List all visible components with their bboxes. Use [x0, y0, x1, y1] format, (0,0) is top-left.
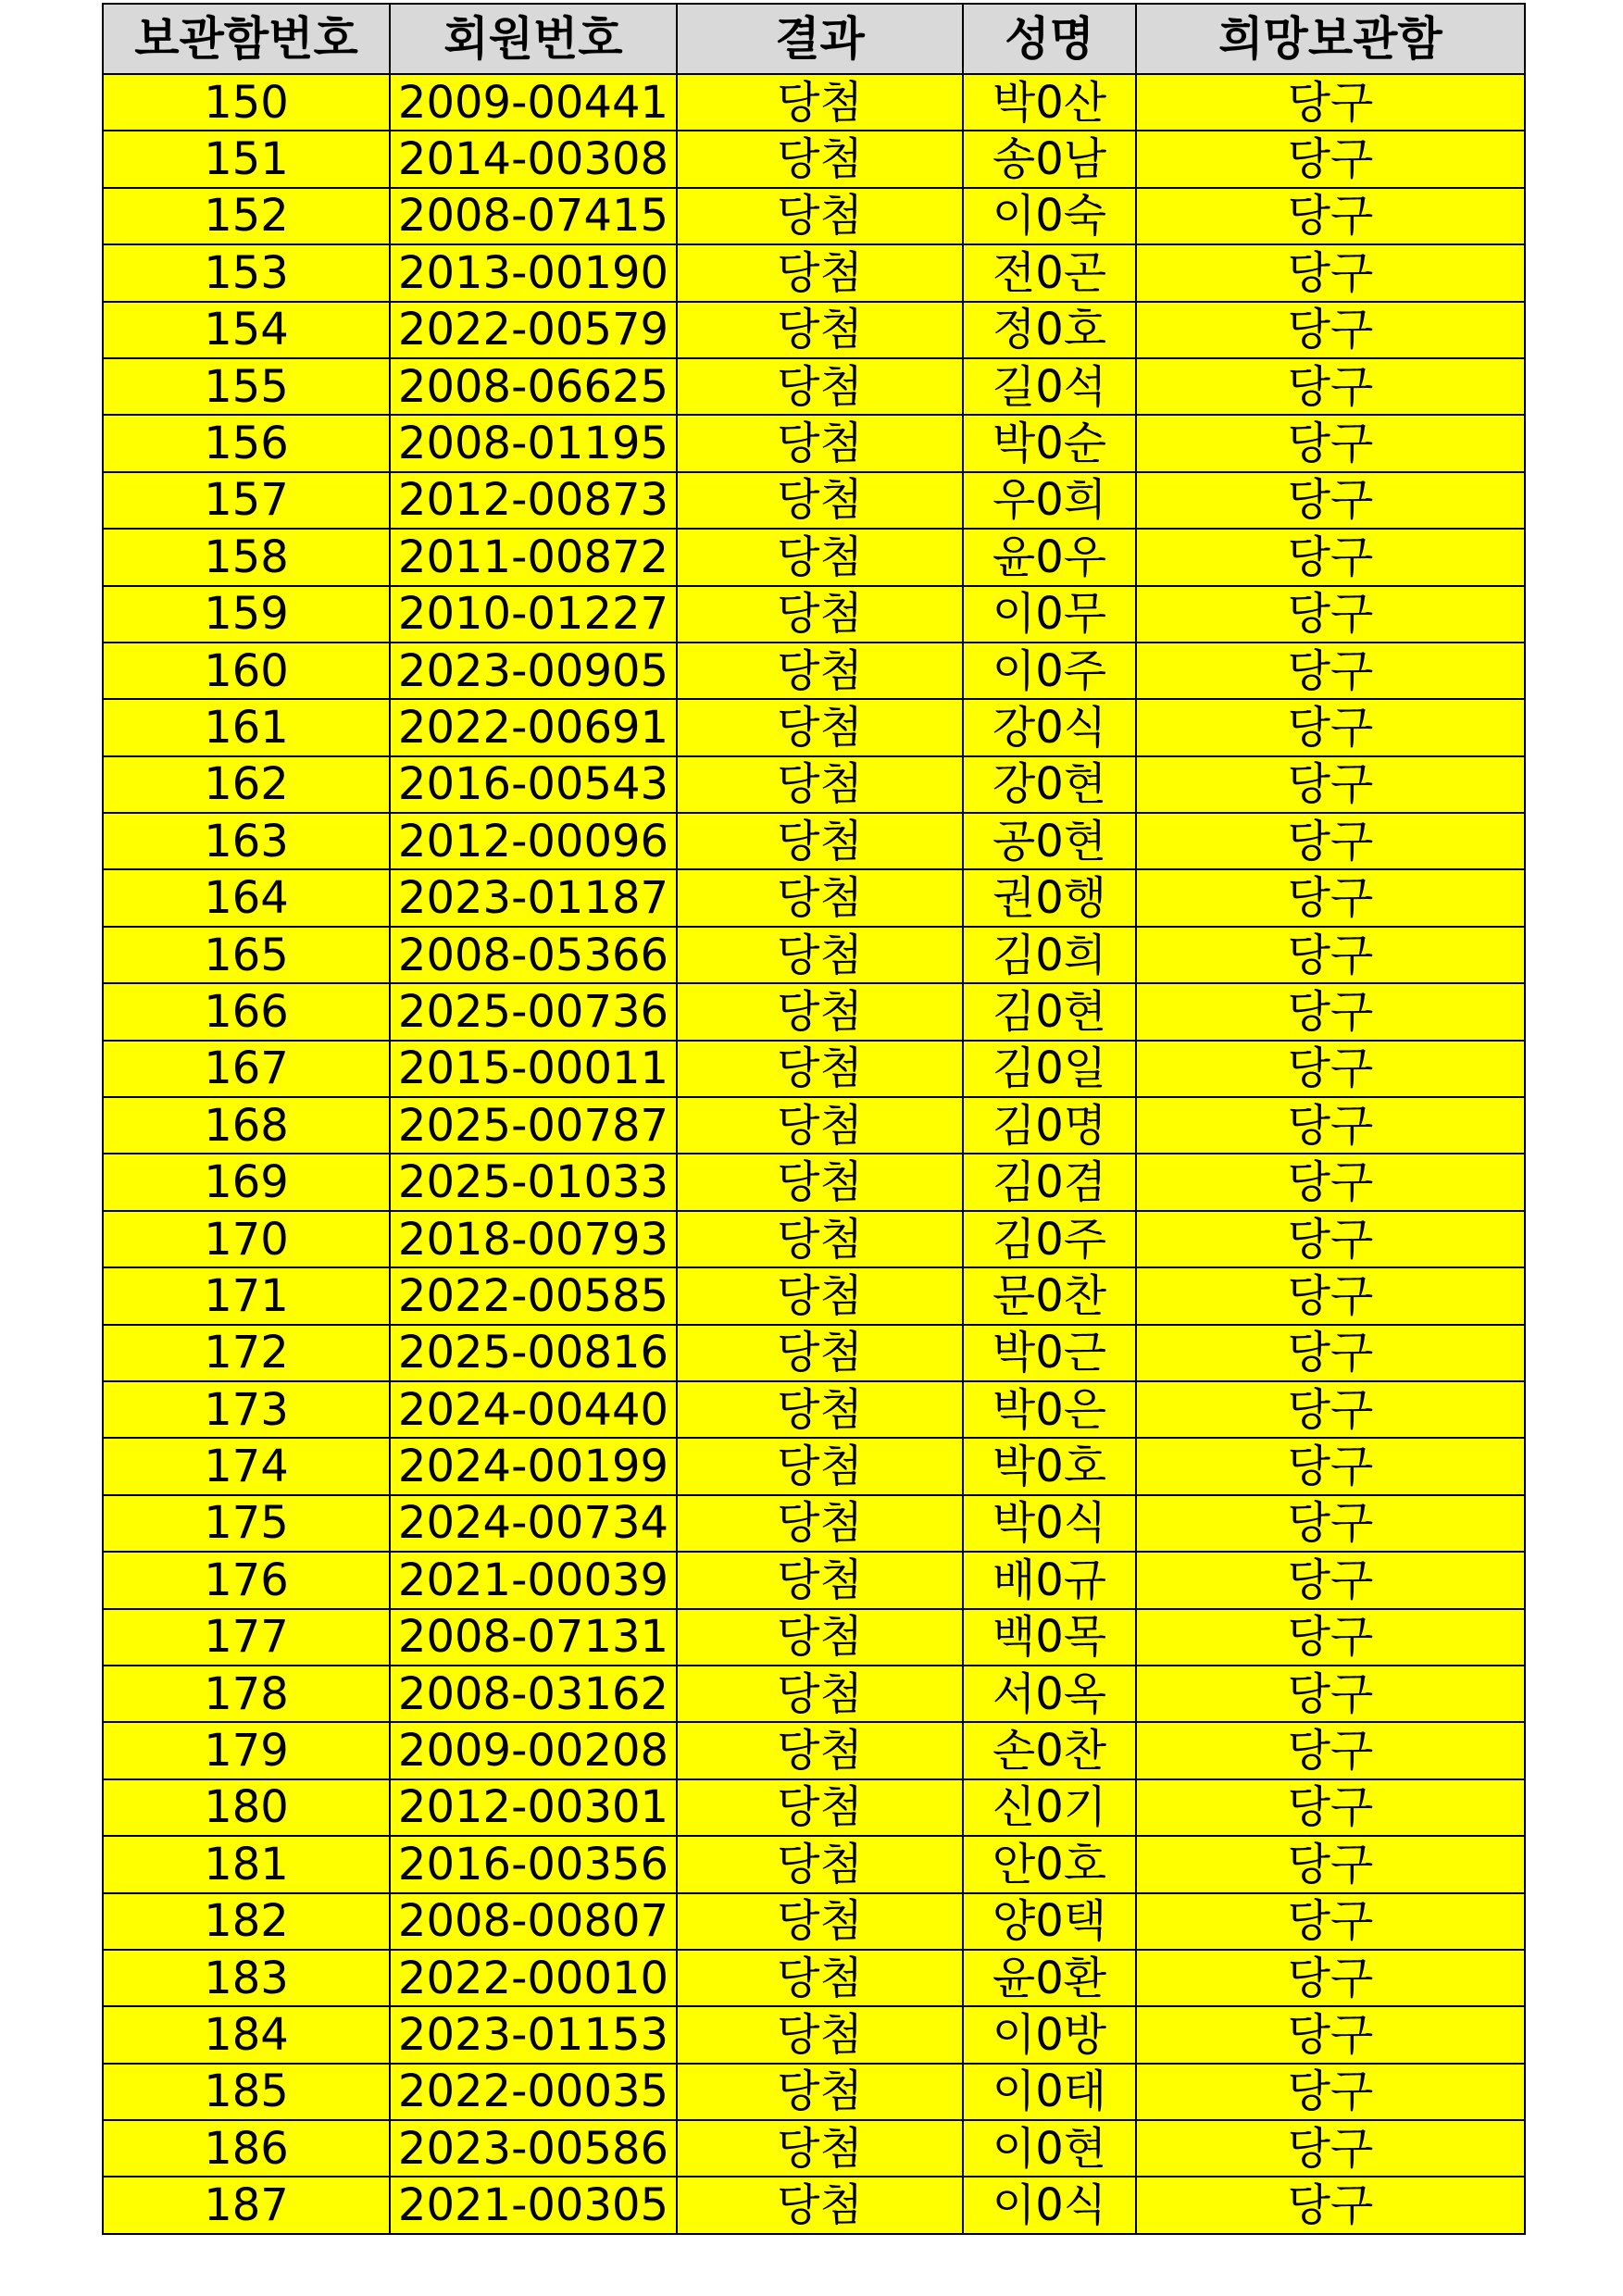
- cell-name: 윤0환: [963, 1950, 1136, 2006]
- cell-name: 신0기: [963, 1779, 1136, 1836]
- table-row: [103, 1495, 1525, 1552]
- cell-member-number: 2014-00308: [390, 131, 677, 187]
- table-row: [103, 244, 1525, 301]
- table-row: [103, 358, 1525, 415]
- cell-name: 권0행: [963, 869, 1136, 926]
- cell-name: 안0호: [963, 1836, 1136, 1892]
- cell-locker-number: 171: [103, 1267, 390, 1324]
- cell-name: 강0식: [963, 699, 1136, 755]
- cell-member-number: 2009-00441: [390, 74, 677, 131]
- cell-result: 당첨: [677, 1211, 963, 1267]
- table-row: [103, 1722, 1525, 1778]
- table-row: [103, 699, 1525, 755]
- cell-result: 당첨: [677, 1438, 963, 1494]
- cell-result: 당첨: [677, 1097, 963, 1154]
- cell-preferred-locker: 당구: [1136, 1381, 1525, 1438]
- cell-locker-number: 161: [103, 699, 390, 755]
- cell-name: 윤0우: [963, 529, 1136, 585]
- cell-name: 문0찬: [963, 1267, 1136, 1324]
- cell-preferred-locker: 당구: [1136, 472, 1525, 529]
- cell-locker-number: 163: [103, 813, 390, 869]
- cell-member-number: 2008-01195: [390, 415, 677, 471]
- table-row: [103, 472, 1525, 529]
- cell-name: 박0근: [963, 1325, 1136, 1381]
- cell-member-number: 2023-01153: [390, 2006, 677, 2063]
- cell-member-number: 2008-05366: [390, 927, 677, 983]
- cell-name: 이0식: [963, 2177, 1136, 2233]
- cell-member-number: 2022-00035: [390, 2064, 677, 2120]
- cell-locker-number: 162: [103, 756, 390, 813]
- cell-member-number: 2021-00039: [390, 1552, 677, 1608]
- cell-result: 당첨: [677, 1154, 963, 1210]
- cell-member-number: 2013-00190: [390, 244, 677, 301]
- cell-locker-number: 166: [103, 983, 390, 1040]
- cell-member-number: 2025-00736: [390, 983, 677, 1040]
- header-name: 성명: [963, 4, 1136, 74]
- table-row: [103, 2177, 1525, 2233]
- table-header: [103, 4, 1525, 74]
- cell-preferred-locker: 당구: [1136, 813, 1525, 869]
- cell-preferred-locker: 당구: [1136, 244, 1525, 301]
- cell-member-number: 2023-00586: [390, 2120, 677, 2177]
- cell-result: 당첨: [677, 869, 963, 926]
- table-row: [103, 1552, 1525, 1608]
- cell-locker-number: 151: [103, 131, 390, 187]
- cell-name: 이0태: [963, 2064, 1136, 2120]
- table-row: [103, 1154, 1525, 1210]
- cell-locker-number: 180: [103, 1779, 390, 1836]
- table-row: [103, 74, 1525, 131]
- cell-locker-number: 160: [103, 643, 390, 699]
- cell-member-number: 2010-01227: [390, 586, 677, 643]
- cell-preferred-locker: 당구: [1136, 302, 1525, 358]
- cell-name: 김0명: [963, 1097, 1136, 1154]
- cell-result: 당첨: [677, 472, 963, 529]
- cell-result: 당첨: [677, 1041, 963, 1097]
- cell-result: 당첨: [677, 586, 963, 643]
- table-body: [103, 74, 1525, 2234]
- cell-member-number: 2008-00807: [390, 1893, 677, 1950]
- cell-name: 우0희: [963, 472, 1136, 529]
- cell-locker-number: 168: [103, 1097, 390, 1154]
- cell-preferred-locker: 당구: [1136, 1950, 1525, 2006]
- cell-preferred-locker: 당구: [1136, 1666, 1525, 1722]
- cell-locker-number: 170: [103, 1211, 390, 1267]
- cell-preferred-locker: 당구: [1136, 1779, 1525, 1836]
- cell-name: 백0목: [963, 1609, 1136, 1666]
- cell-name: 서0옥: [963, 1666, 1136, 1722]
- cell-member-number: 2025-00816: [390, 1325, 677, 1381]
- cell-result: 당첨: [677, 756, 963, 813]
- cell-locker-number: 155: [103, 358, 390, 415]
- cell-name: 이0숙: [963, 188, 1136, 244]
- cell-preferred-locker: 당구: [1136, 1267, 1525, 1324]
- cell-member-number: 2022-00010: [390, 1950, 677, 2006]
- cell-result: 당첨: [677, 983, 963, 1040]
- cell-member-number: 2012-00873: [390, 472, 677, 529]
- cell-member-number: 2022-00585: [390, 1267, 677, 1324]
- table-row: [103, 2120, 1525, 2177]
- cell-name: 김0현: [963, 983, 1136, 1040]
- cell-name: 손0찬: [963, 1722, 1136, 1778]
- cell-locker-number: 174: [103, 1438, 390, 1494]
- locker-lottery-result-table: [102, 3, 1526, 2235]
- cell-preferred-locker: 당구: [1136, 1495, 1525, 1552]
- cell-member-number: 2016-00543: [390, 756, 677, 813]
- cell-preferred-locker: 당구: [1136, 1836, 1525, 1892]
- cell-preferred-locker: 당구: [1136, 586, 1525, 643]
- table-row: [103, 2064, 1525, 2120]
- cell-result: 당첨: [677, 2006, 963, 2063]
- cell-member-number: 2021-00305: [390, 2177, 677, 2233]
- table-row: [103, 1381, 1525, 1438]
- cell-name: 강0현: [963, 756, 1136, 813]
- cell-locker-number: 184: [103, 2006, 390, 2063]
- cell-name: 박0산: [963, 74, 1136, 131]
- cell-member-number: 2022-00691: [390, 699, 677, 755]
- cell-result: 당첨: [677, 529, 963, 585]
- cell-preferred-locker: 당구: [1136, 2177, 1525, 2233]
- cell-locker-number: 169: [103, 1154, 390, 1210]
- cell-locker-number: 178: [103, 1666, 390, 1722]
- cell-name: 정0호: [963, 302, 1136, 358]
- table-row: [103, 2006, 1525, 2063]
- cell-result: 당첨: [677, 1381, 963, 1438]
- cell-preferred-locker: 당구: [1136, 643, 1525, 699]
- cell-preferred-locker: 당구: [1136, 699, 1525, 755]
- cell-member-number: 2008-07415: [390, 188, 677, 244]
- cell-preferred-locker: 당구: [1136, 529, 1525, 585]
- header-member-number: 회원번호: [390, 4, 677, 74]
- cell-locker-number: 165: [103, 927, 390, 983]
- cell-name: 김0일: [963, 1041, 1136, 1097]
- cell-preferred-locker: 당구: [1136, 2120, 1525, 2177]
- cell-member-number: 2023-01187: [390, 869, 677, 926]
- cell-result: 당첨: [677, 415, 963, 471]
- table-row: [103, 1836, 1525, 1892]
- cell-preferred-locker: 당구: [1136, 131, 1525, 187]
- cell-locker-number: 153: [103, 244, 390, 301]
- table-row: [103, 1779, 1525, 1836]
- cell-member-number: 2018-00793: [390, 1211, 677, 1267]
- cell-member-number: 2008-06625: [390, 358, 677, 415]
- cell-member-number: 2024-00199: [390, 1438, 677, 1494]
- cell-member-number: 2022-00579: [390, 302, 677, 358]
- table-row: [103, 529, 1525, 585]
- cell-result: 당첨: [677, 302, 963, 358]
- table-row: [103, 1609, 1525, 1666]
- cell-preferred-locker: 당구: [1136, 415, 1525, 471]
- table-row: [103, 1267, 1525, 1324]
- table-row: [103, 1211, 1525, 1267]
- header-result: 결과: [677, 4, 963, 74]
- cell-member-number: 2025-00787: [390, 1097, 677, 1154]
- cell-preferred-locker: 당구: [1136, 1041, 1525, 1097]
- cell-result: 당첨: [677, 1722, 963, 1778]
- cell-preferred-locker: 당구: [1136, 1097, 1525, 1154]
- cell-locker-number: 167: [103, 1041, 390, 1097]
- table-row: [103, 131, 1525, 187]
- cell-locker-number: 157: [103, 472, 390, 529]
- table-row: [103, 586, 1525, 643]
- cell-result: 당첨: [677, 1552, 963, 1608]
- cell-locker-number: 183: [103, 1950, 390, 2006]
- cell-result: 당첨: [677, 1779, 963, 1836]
- table-row: [103, 1097, 1525, 1154]
- cell-name: 이0방: [963, 2006, 1136, 2063]
- cell-member-number: 2024-00734: [390, 1495, 677, 1552]
- cell-member-number: 2024-00440: [390, 1381, 677, 1438]
- cell-result: 당첨: [677, 1325, 963, 1381]
- cell-result: 당첨: [677, 74, 963, 131]
- cell-name: 공0현: [963, 813, 1136, 869]
- cell-member-number: 2008-07131: [390, 1609, 677, 1666]
- cell-preferred-locker: 당구: [1136, 927, 1525, 983]
- cell-preferred-locker: 당구: [1136, 1438, 1525, 1494]
- cell-locker-number: 173: [103, 1381, 390, 1438]
- cell-locker-number: 152: [103, 188, 390, 244]
- cell-name: 이0주: [963, 643, 1136, 699]
- table-row: [103, 643, 1525, 699]
- cell-name: 전0곤: [963, 244, 1136, 301]
- cell-result: 당첨: [677, 358, 963, 415]
- cell-name: 박0은: [963, 1381, 1136, 1438]
- cell-preferred-locker: 당구: [1136, 1609, 1525, 1666]
- cell-locker-number: 177: [103, 1609, 390, 1666]
- cell-result: 당첨: [677, 2177, 963, 2233]
- table-row: [103, 1325, 1525, 1381]
- cell-preferred-locker: 당구: [1136, 1211, 1525, 1267]
- cell-preferred-locker: 당구: [1136, 1154, 1525, 1210]
- cell-member-number: 2025-01033: [390, 1154, 677, 1210]
- cell-name: 배0규: [963, 1552, 1136, 1608]
- cell-preferred-locker: 당구: [1136, 358, 1525, 415]
- table-row: [103, 1041, 1525, 1097]
- header-preferred-locker: 희망보관함: [1136, 4, 1525, 74]
- table-row: [103, 983, 1525, 1040]
- cell-locker-number: 158: [103, 529, 390, 585]
- cell-result: 당첨: [677, 131, 963, 187]
- cell-locker-number: 172: [103, 1325, 390, 1381]
- cell-member-number: 2011-00872: [390, 529, 677, 585]
- cell-member-number: 2023-00905: [390, 643, 677, 699]
- cell-locker-number: 175: [103, 1495, 390, 1552]
- cell-member-number: 2012-00096: [390, 813, 677, 869]
- cell-result: 당첨: [677, 1267, 963, 1324]
- cell-preferred-locker: 당구: [1136, 1722, 1525, 1778]
- cell-preferred-locker: 당구: [1136, 2064, 1525, 2120]
- table-row: [103, 1438, 1525, 1494]
- cell-name: 이0무: [963, 586, 1136, 643]
- cell-preferred-locker: 당구: [1136, 1325, 1525, 1381]
- cell-locker-number: 176: [103, 1552, 390, 1608]
- cell-name: 양0택: [963, 1893, 1136, 1950]
- table-row: [103, 1950, 1525, 2006]
- table-row: [103, 869, 1525, 926]
- cell-result: 당첨: [677, 927, 963, 983]
- table-row: [103, 927, 1525, 983]
- cell-member-number: 2012-00301: [390, 1779, 677, 1836]
- cell-result: 당첨: [677, 1609, 963, 1666]
- cell-member-number: 2015-00011: [390, 1041, 677, 1097]
- header-row: [103, 4, 1525, 74]
- cell-locker-number: 187: [103, 2177, 390, 2233]
- cell-name: 김0겸: [963, 1154, 1136, 1210]
- cell-result: 당첨: [677, 188, 963, 244]
- cell-result: 당첨: [677, 813, 963, 869]
- cell-name: 박0순: [963, 415, 1136, 471]
- table-row: [103, 302, 1525, 358]
- cell-result: 당첨: [677, 244, 963, 301]
- cell-name: 박0호: [963, 1438, 1136, 1494]
- cell-member-number: 2016-00356: [390, 1836, 677, 1892]
- cell-result: 당첨: [677, 1666, 963, 1722]
- cell-result: 당첨: [677, 1836, 963, 1892]
- cell-preferred-locker: 당구: [1136, 1893, 1525, 1950]
- cell-name: 이0현: [963, 2120, 1136, 2177]
- cell-result: 당첨: [677, 699, 963, 755]
- cell-locker-number: 164: [103, 869, 390, 926]
- cell-locker-number: 181: [103, 1836, 390, 1892]
- table-row: [103, 1666, 1525, 1722]
- cell-member-number: 2008-03162: [390, 1666, 677, 1722]
- cell-locker-number: 185: [103, 2064, 390, 2120]
- cell-locker-number: 156: [103, 415, 390, 471]
- cell-name: 길0석: [963, 358, 1136, 415]
- cell-preferred-locker: 당구: [1136, 983, 1525, 1040]
- cell-result: 당첨: [677, 1495, 963, 1552]
- cell-preferred-locker: 당구: [1136, 756, 1525, 813]
- cell-name: 김0주: [963, 1211, 1136, 1267]
- cell-locker-number: 182: [103, 1893, 390, 1950]
- cell-result: 당첨: [677, 1893, 963, 1950]
- cell-preferred-locker: 당구: [1136, 2006, 1525, 2063]
- cell-preferred-locker: 당구: [1136, 74, 1525, 131]
- cell-locker-number: 179: [103, 1722, 390, 1778]
- cell-result: 당첨: [677, 643, 963, 699]
- table-row: [103, 188, 1525, 244]
- header-locker-number: 보관함번호: [103, 4, 390, 74]
- cell-result: 당첨: [677, 2120, 963, 2177]
- cell-locker-number: 186: [103, 2120, 390, 2177]
- table-row: [103, 756, 1525, 813]
- table-row: [103, 415, 1525, 471]
- cell-preferred-locker: 당구: [1136, 869, 1525, 926]
- cell-result: 당첨: [677, 1950, 963, 2006]
- cell-locker-number: 154: [103, 302, 390, 358]
- cell-result: 당첨: [677, 2064, 963, 2120]
- table-row: [103, 1893, 1525, 1950]
- table-row: [103, 813, 1525, 869]
- cell-name: 김0희: [963, 927, 1136, 983]
- cell-preferred-locker: 당구: [1136, 188, 1525, 244]
- cell-locker-number: 159: [103, 586, 390, 643]
- cell-preferred-locker: 당구: [1136, 1552, 1525, 1608]
- cell-locker-number: 150: [103, 74, 390, 131]
- cell-name: 박0식: [963, 1495, 1136, 1552]
- cell-member-number: 2009-00208: [390, 1722, 677, 1778]
- cell-name: 송0남: [963, 131, 1136, 187]
